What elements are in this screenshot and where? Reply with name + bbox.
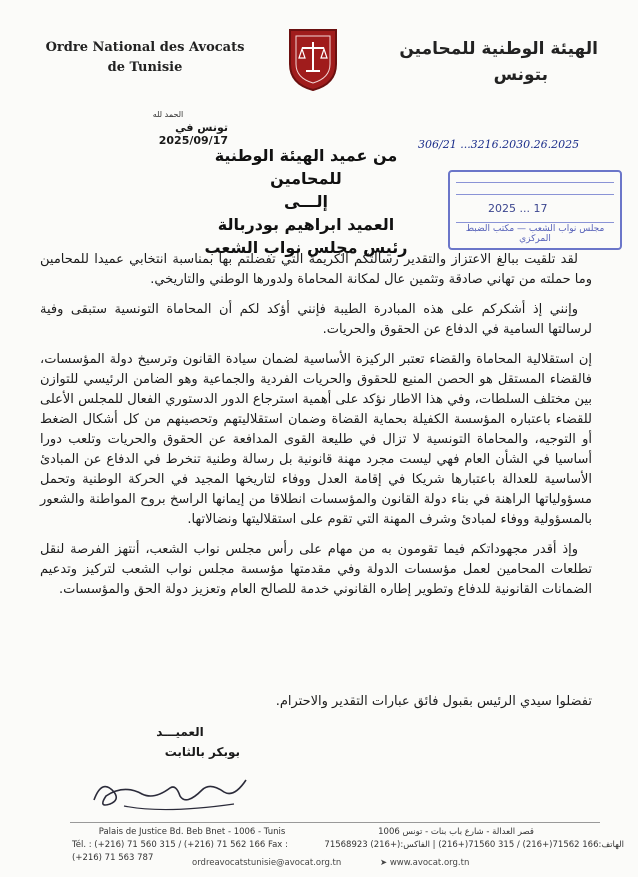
footer-arabic: [324, 826, 624, 852]
footer-website[interactable]: [380, 858, 469, 868]
stamp-subtitle: مجلس نواب الشعب — مكتب الضبط المركزي: [465, 224, 605, 244]
header-french-line1: Ordre National des Avocats: [45, 40, 245, 55]
letter-date: تونس في 2025/09/17: [158, 121, 228, 147]
paragraph-4: وإذ أقدر مجهوداتكم فيما تقومون به من مهام على رأس مجلس نواب الشعب، أنتهز الفرصة لنقل تطلعات المحامين لعمل مؤسسات الدولة وفي مقدمتها مؤسسة مجلس نواب الشعب لتركيز وتدعيم الضمانات القانونية للدفاع وتطوير إطاره القانوني خدمة للصالح العام وتعزيز دولة الحق والمؤسسات.: [40, 542, 592, 597]
signatory-block: [120, 722, 240, 762]
handwritten-signature: [84, 770, 254, 816]
bar-association-logo: [282, 24, 344, 94]
footer-ar-address: قصر العدالة - شارع باب بنات - تونس 1006: [378, 827, 534, 837]
praise-text: الحمد لله: [152, 110, 184, 119]
header-arabic-line2: بتونس: [493, 65, 548, 85]
header-french-line2: de Tunisie: [107, 60, 183, 75]
header-french: [40, 38, 250, 78]
received-stamp: [448, 170, 622, 250]
footer-fr-phones: Tél. : (+216) 71 560 315 / (+216) 71 562 166 Fax : (+216) 71 563 787: [72, 840, 288, 863]
sender-line: من عميد الهيئة الوطنية للمحامين: [214, 146, 398, 188]
footer-email[interactable]: ordreavocatstunisie@avocat.org.tn: [192, 858, 342, 868]
paragraph-1: لقد تلقيت ببالغ الاعتزاز والتقدير رسالتكم الكريمة التي تفضلتم بها بمناسبة انتخابي عميدا للمحامين وما حملته من تهاني صادقة وتثمين عال لمكانة المحاماة ولدورها الوطني والتاريخي.: [40, 252, 592, 287]
addressee-block: [186, 144, 426, 259]
footer-fr-address: Palais de Justice Bd. Beb Bnet - 1006 - Tunis: [98, 827, 286, 837]
signatory-title: العميـــد: [156, 725, 204, 739]
footer-divider: [70, 822, 600, 823]
reference-number: 306/21 ...3216.2030.26.2025: [418, 138, 580, 151]
to-line: إلـــى: [283, 192, 329, 211]
recipient-name: العميد ابراهيم بودربالة: [217, 215, 395, 234]
header-arabic-line1: الهيئة الوطنية للمحامين: [399, 39, 598, 59]
signatory-name: بوبكر بالثابت: [164, 745, 240, 759]
letter-body: [40, 250, 592, 610]
globe-icon: ➤: [380, 858, 388, 868]
footer-website-text: www.avocat.org.tn: [389, 858, 470, 868]
recipient-title: رئيس مجلس نواب الشعب: [204, 238, 408, 257]
stamp-date: 2025 ... 17: [488, 202, 548, 215]
date-block: [108, 110, 228, 147]
closing-line: تفضلوا سيدي الرئيس بقبول فائق عبارات التقدير والاحترام.: [275, 694, 592, 709]
footer-ar-phones: الهاتف:166 71562(+216) / 315 71560(+216) | الفاكس:(+216) 71568923: [324, 840, 624, 850]
paragraph-3: إن استقلالية المحاماة والقضاء تعتبر الركيزة الأساسية لضمان سيادة القانون وترسيخ دولة المؤسسات، فالقضاء المستقل هو الحصن المنيع للحقوق والحريات الفردية والجماعية وهو الضامن الرئيسي للتوازن بين مختلف السلطات، وفي هذا الاطار نؤكد على أهمية استرجاع الدور الدستوري الفعال للمجلس الأعلى للقضاء باعتباره المؤسسة الكفيلة بحماية القضاة وضمان استقلاليتهم وتحصينهم من كل أشكال الضغط أو التوجيه، والمحاماة التونسية لا تزال في طليعة القوى المدافعة عن الحقوق والحريات وتلعب دورا أساسيا في الشأن العام فهي ليست مجرد مهنة قانونية بل رسالة وطنية تنخرط في الدفاع عن المبادئ الأساسية للعدالة باعتبارها شريكا في إقامة العدل ووفاء لتاريخها المجيد في الحركة الوطنية وتحمل مسؤولياتها الراهنة في بناء دولة القانون والمؤسسات انطلاقا من إيمانها الراسخ بروح المواطنة والشعور بالمسؤولية ووفاء لمبادئ وشرف المهنة التي تقوم على استقلاليتها ونضالاتها.: [40, 352, 592, 527]
header-arabic: [378, 36, 598, 88]
paragraph-2: وإنني إذ أشكركم على هذه المبادرة الطيبة فإنني أؤكد لكم أن المحاماة التونسية ستبقى وفية لرسالتها السامية في الدفاع عن الحقوق والحريات.: [40, 302, 592, 337]
